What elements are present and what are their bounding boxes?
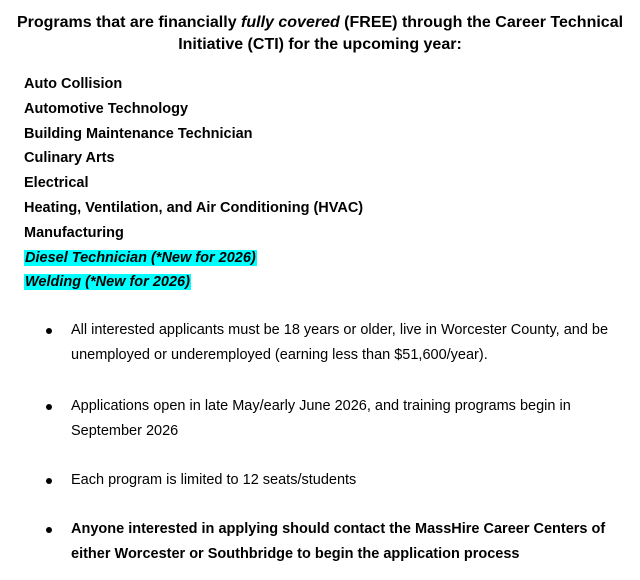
program-item [24, 196, 363, 221]
program-item [24, 72, 363, 97]
title-emphasis: fully covered [241, 14, 340, 31]
note-text: Applications open in late May/early June 2026, and training programs begin in September 2026 [71, 398, 571, 439]
program-label-highlighted: Welding (*New for 2026) [25, 274, 190, 291]
program-list [24, 72, 363, 295]
note-text: All interested applicants must be 18 years or older, live in Worcester County, and be unemployed or underemployed (earning less than $51,600/year). [71, 322, 609, 363]
bullet-dot-icon [46, 328, 52, 334]
note-item [46, 394, 616, 443]
program-item [24, 171, 363, 196]
program-item [24, 97, 363, 122]
program-item-new [24, 246, 363, 271]
title-part-1: Programs that are financially [16, 14, 242, 31]
program-label: Electrical [24, 175, 89, 192]
title-part-2: (FREE) through the Career Technical Initiative (CTI) for the upcoming year: [178, 14, 624, 53]
program-item [24, 122, 363, 147]
bullet-dot-icon [46, 527, 52, 533]
program-item [24, 146, 363, 171]
program-item [24, 221, 363, 246]
note-item-important [46, 517, 616, 566]
note-text: Anyone interested in applying should contact the MassHire Career Centers of either Worcester or Southbridge to begin the application process [71, 521, 606, 562]
bullet-dot-icon [46, 478, 52, 484]
program-label: Automotive Technology [24, 100, 189, 117]
program-label: Auto Collision [24, 76, 123, 92]
note-text: Each program is limited to 12 seats/students [71, 472, 357, 488]
program-label: Manufacturing [24, 224, 124, 241]
program-label: Heating, Ventilation, and Air Conditioning (HVAC) [24, 199, 364, 216]
page-title [14, 12, 626, 56]
bullet-dot-icon [46, 404, 52, 410]
note-item [46, 468, 616, 493]
program-item-new [24, 270, 363, 295]
program-label-highlighted: Diesel Technician (*New for 2026) [25, 249, 256, 266]
note-item [46, 318, 616, 367]
program-label: Building Maintenance Technician [24, 125, 253, 142]
program-label: Culinary Arts [24, 150, 115, 167]
